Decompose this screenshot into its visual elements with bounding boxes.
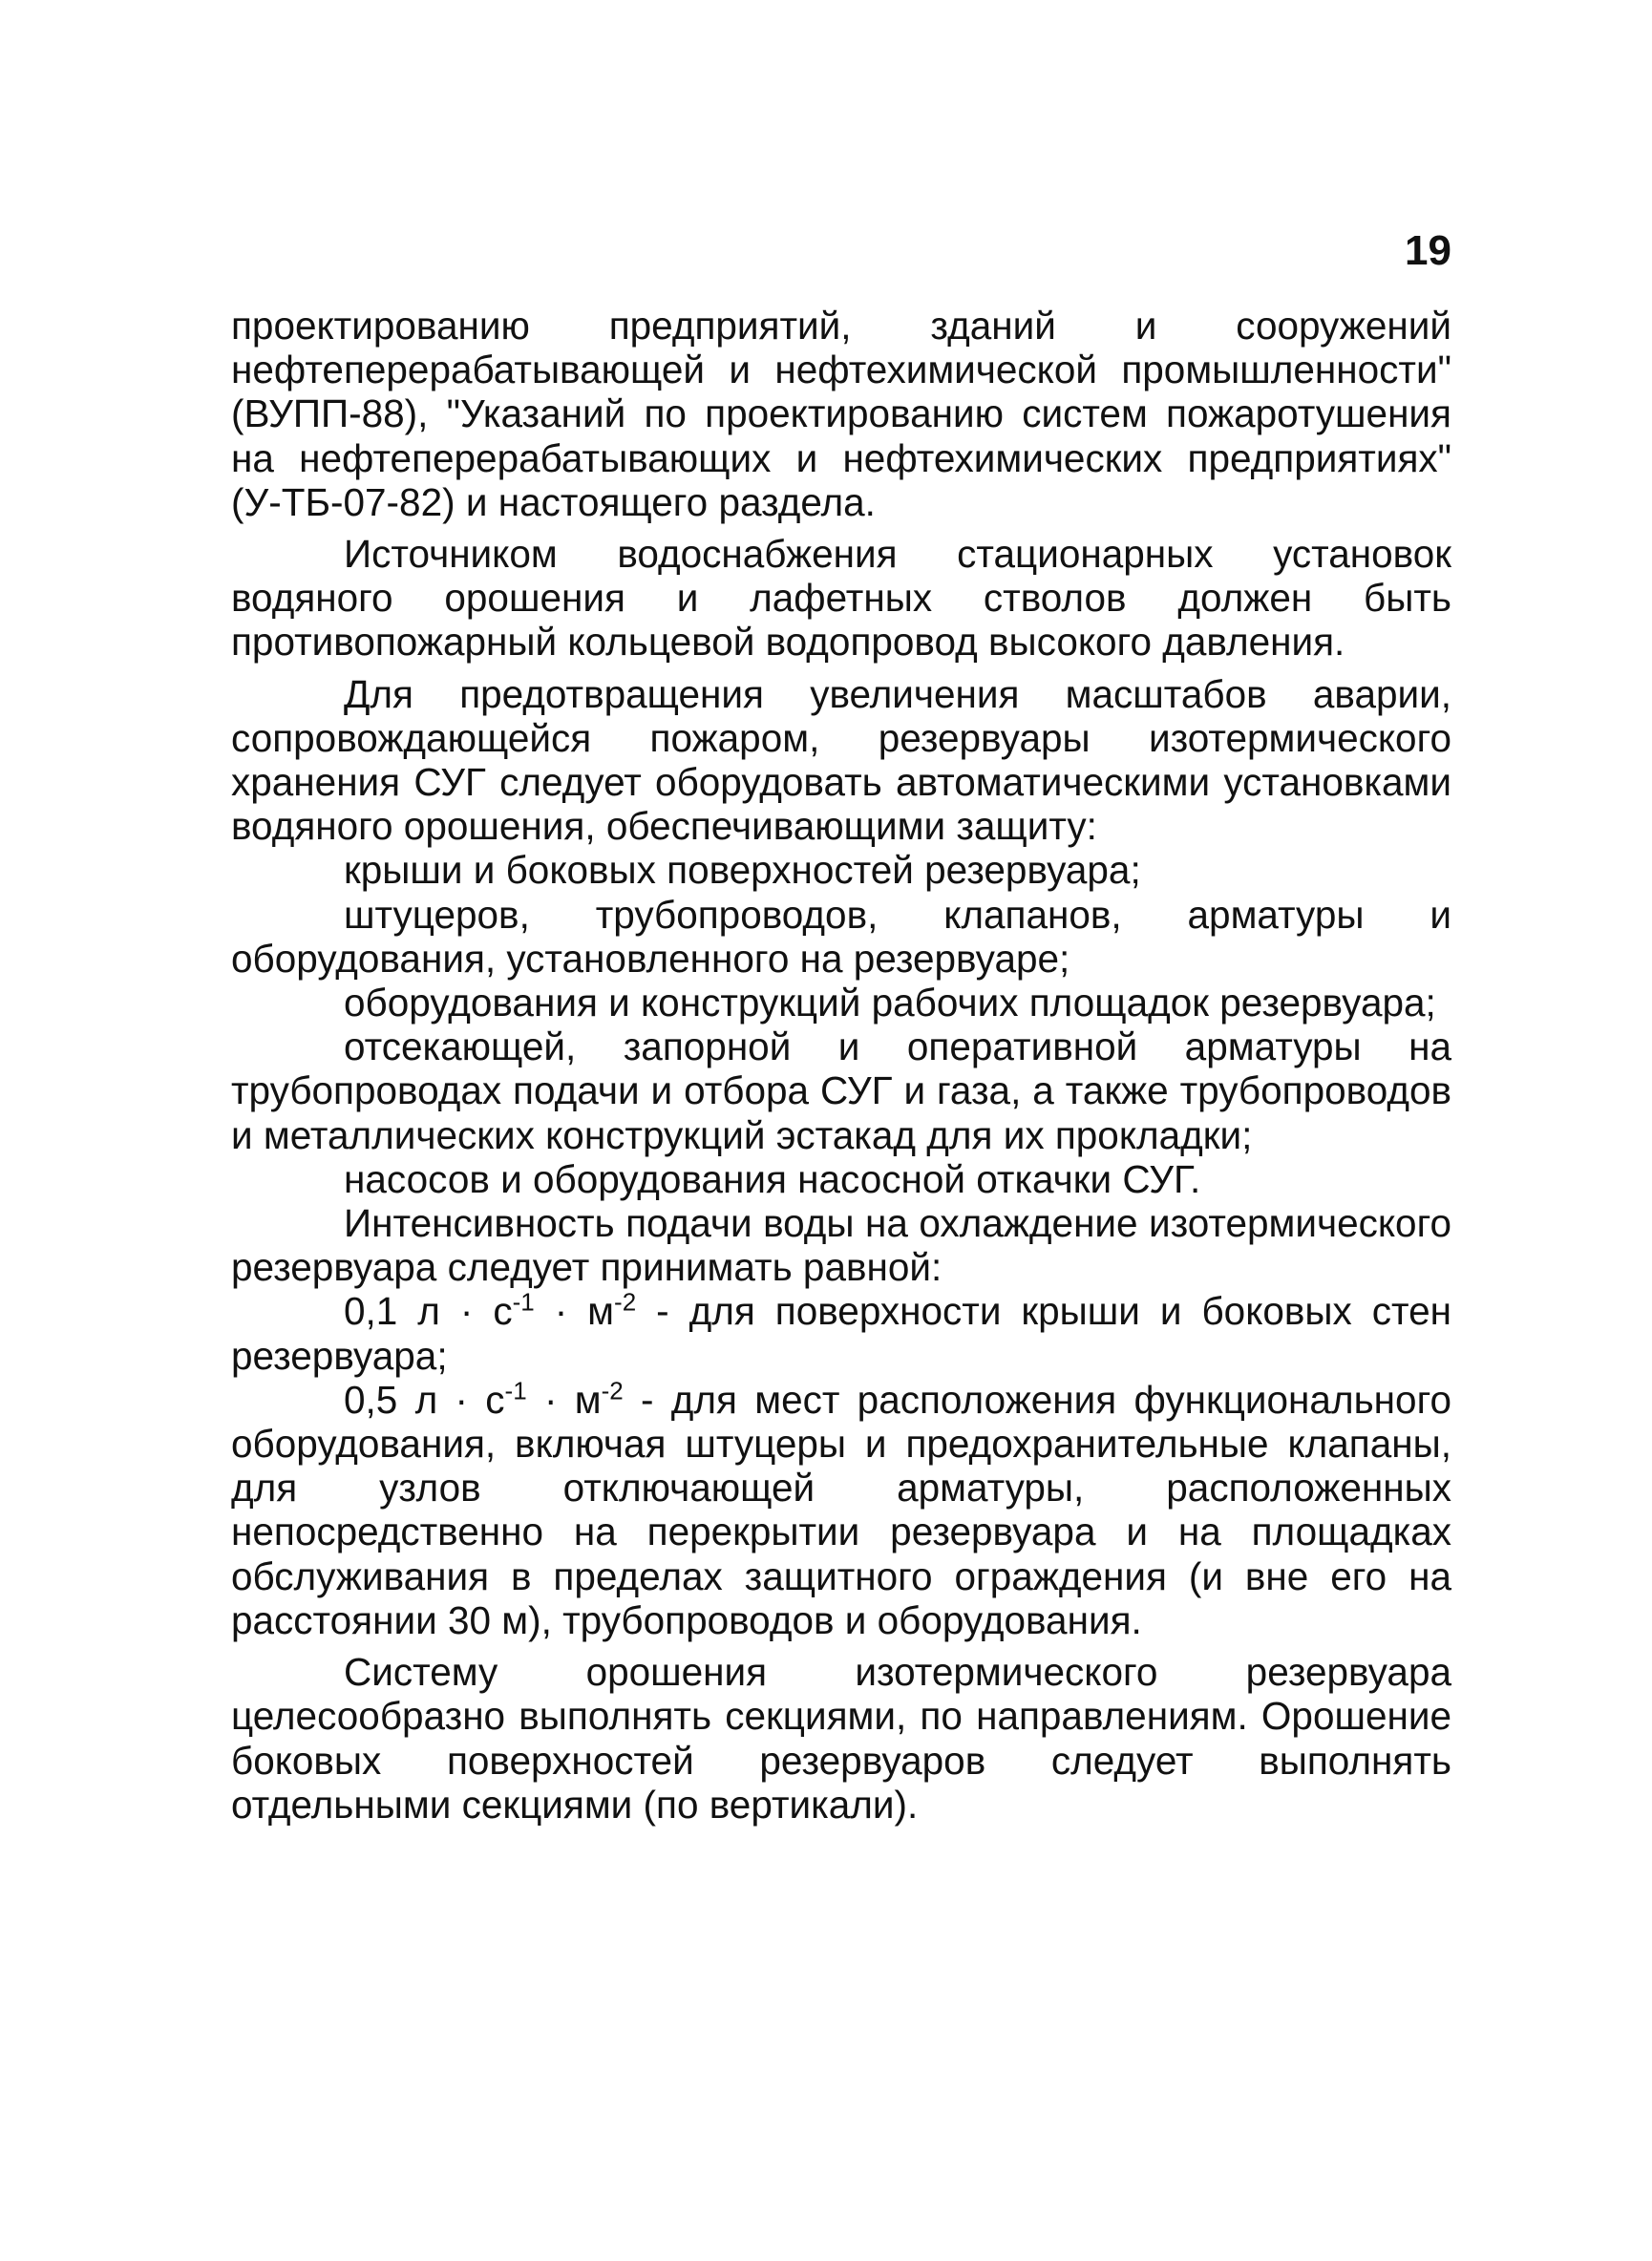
document-body [231,304,1451,1827]
rate-1-value: 0,1 л · с [344,1289,513,1334]
rate-1-exp1: -1 [512,1287,535,1317]
rate-item-2 [231,1378,1451,1642]
rate-1-exp2: -2 [614,1287,637,1317]
paragraph-continuation: проектированию предприятий, зданий и сооружений нефтеперерабатывающей и нефтехимической промышленности" (ВУПП-88), "Указаний по проектированию систем пожаротушения на нефтеперерабатывающих и нефтехимических предприятиях" (У-ТБ-07-82) и настоящего раздела. [231,304,1451,524]
rate-2-exp2: -2 [601,1376,624,1405]
rate-1-mid: · м [534,1289,615,1334]
rate-2-text: - для мест расположения функционального оборудования, включая штуцеры и предохранительные клапаны, для узлов отключающей арматуры, расположенных непосредственно на перекрытии резервуара и на площадках обслуживания в пределах защитного ограждения (и вне его на расстоянии 30 м), трубопроводов и оборудования. [231,1377,1451,1642]
paragraph-intensity-intro: Интенсивность подачи воды на охлаждение изотермического резервуара следует принимать равной: [231,1201,1451,1290]
list-item-valves: отсекающей, запорной и оперативной арматуры на трубопроводах подачи и отбора СУГ и газа, а также трубопроводов и металлических конструкций эстакад для их прокладки; [231,1025,1451,1157]
rate-2-value: 0,5 л · с [344,1377,505,1422]
rate-2-exp1: -1 [504,1376,527,1405]
list-item-platforms: оборудования и конструкций рабочих площадок резервуара; [344,981,1436,1025]
page-number: 19 [1405,227,1451,274]
list-item-fittings: штуцеров, трубопроводов, клапанов, арматуры и оборудования, установленного на резервуаре; [231,892,1451,981]
rate-2-mid: · м [526,1377,602,1422]
paragraph-sections: Систему орошения изотермического резервуара целесообразно выполнять секциями, по направлениям. Орошение боковых поверхностей резервуаров следует выполнять отдельными секциями (по вертикали). [231,1650,1451,1827]
paragraph-protection-intro: Для предотвращения увеличения масштабов аварии, сопровождающейся пожаром, резервуары изотермического хранения СУГ следует оборудовать автоматическими установками водяного орошения, обеспечивающими защиту: [231,671,1451,849]
paragraph-water-source: Источником водоснабжения стационарных установок водяного орошения и лафетных стволов должен быть противопожарный кольцевой водопровод высокого давления. [231,532,1451,665]
rate-1-text: - для поверхности крыши и боковых стен резервуара; [231,1289,1451,1378]
list-item-pumps: насосов и оборудования насосной откачки СУГ. [344,1156,1201,1201]
rate-item-1 [231,1289,1451,1377]
list-item-roof: крыши и боковых поверхностей резервуара; [344,848,1141,893]
